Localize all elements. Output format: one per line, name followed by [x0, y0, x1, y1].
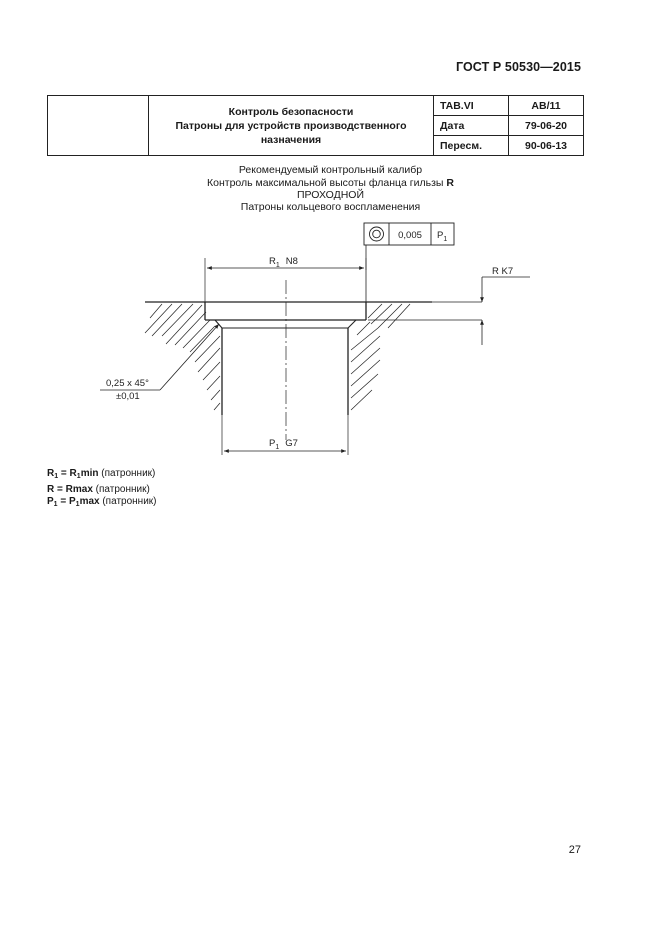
date-label: Дата: [434, 116, 509, 136]
dimension-bottom: [222, 415, 348, 455]
chamfer-line-1: 0,25 x 45°: [106, 378, 149, 389]
legend-lhs-sub: 1: [54, 473, 59, 480]
legend-lhs: R: [47, 483, 55, 495]
revised-label: Пересм.: [434, 136, 509, 156]
chamfer-callout: [100, 324, 219, 402]
dimension-bottom-sub: 1: [275, 444, 280, 451]
datum-sub: 1: [443, 236, 448, 243]
datum-label: [437, 230, 447, 243]
page-number: 27: [568, 844, 581, 856]
subtitle-line-3: ПРОХОДНОЙ: [296, 189, 364, 201]
legend-rhs-sub: 1: [75, 501, 80, 508]
legend-eq: =: [54, 483, 66, 495]
dimension-top-label: [269, 256, 298, 269]
legend-rhs-sub: 1: [76, 473, 81, 480]
dimension-bottom-fit: G7: [285, 438, 298, 449]
legend-note: (патронник): [92, 483, 150, 495]
legend: [47, 468, 156, 512]
legend-eq: =: [57, 496, 69, 507]
subtitle-line-1: Рекомендуемый контрольный калибр: [238, 164, 423, 176]
legend-rhs: Rmax: [65, 483, 93, 495]
dimension-top-fit: N8: [285, 256, 298, 267]
legend-item: [47, 496, 156, 512]
legend-item: [47, 484, 156, 497]
subtitle-line-2-text: Контроль максимальной высоты фланца гильзы: [207, 177, 444, 189]
legend-lhs: P: [47, 496, 54, 507]
legend-lhs: R: [47, 468, 55, 479]
dimension-bottom-letter: P: [269, 438, 276, 449]
tab-value: AB/11: [509, 96, 584, 116]
dimension-top-sub: 1: [275, 262, 280, 269]
dimension-right-label: R K7: [492, 266, 514, 277]
legend-note: (патронник): [98, 468, 156, 479]
chamfer-line-2: ±0,01: [116, 391, 140, 402]
tolerance-frame: [364, 223, 454, 302]
dimension-top-letter: R: [269, 256, 276, 267]
legend-eq: =: [58, 468, 70, 479]
legend-lhs-sub: 1: [53, 501, 58, 508]
legend-item: [47, 468, 156, 484]
legend-rhs: P: [68, 496, 76, 507]
dimension-right: [368, 266, 530, 345]
subtitle-line-4: Патроны кольцевого воспламенения: [240, 201, 421, 213]
standard-code: ГОСТ Р 50530—2015: [455, 60, 581, 74]
title-line-2: Патроны для устройств производственного назначения: [175, 119, 407, 146]
dimension-bottom-label: [269, 438, 298, 451]
concentricity-icon: [370, 227, 384, 241]
tolerance-value: 0,005: [398, 230, 422, 241]
tab-label: TAB.VI: [434, 96, 509, 116]
date-value: 79-06-20: [509, 116, 584, 136]
dimension-top: [205, 256, 366, 305]
revised-value: 90-06-13: [509, 136, 584, 156]
legend-rhs: R: [69, 468, 77, 479]
legend-rhs-tail: min: [80, 468, 99, 479]
legend-note: (патронник): [99, 496, 157, 507]
subtitle-line-2-bold: R: [446, 177, 454, 189]
legend-rhs-tail: max: [79, 496, 100, 507]
datum-letter: P: [437, 230, 444, 241]
title-line-1: Контроль безопасности: [228, 105, 354, 118]
